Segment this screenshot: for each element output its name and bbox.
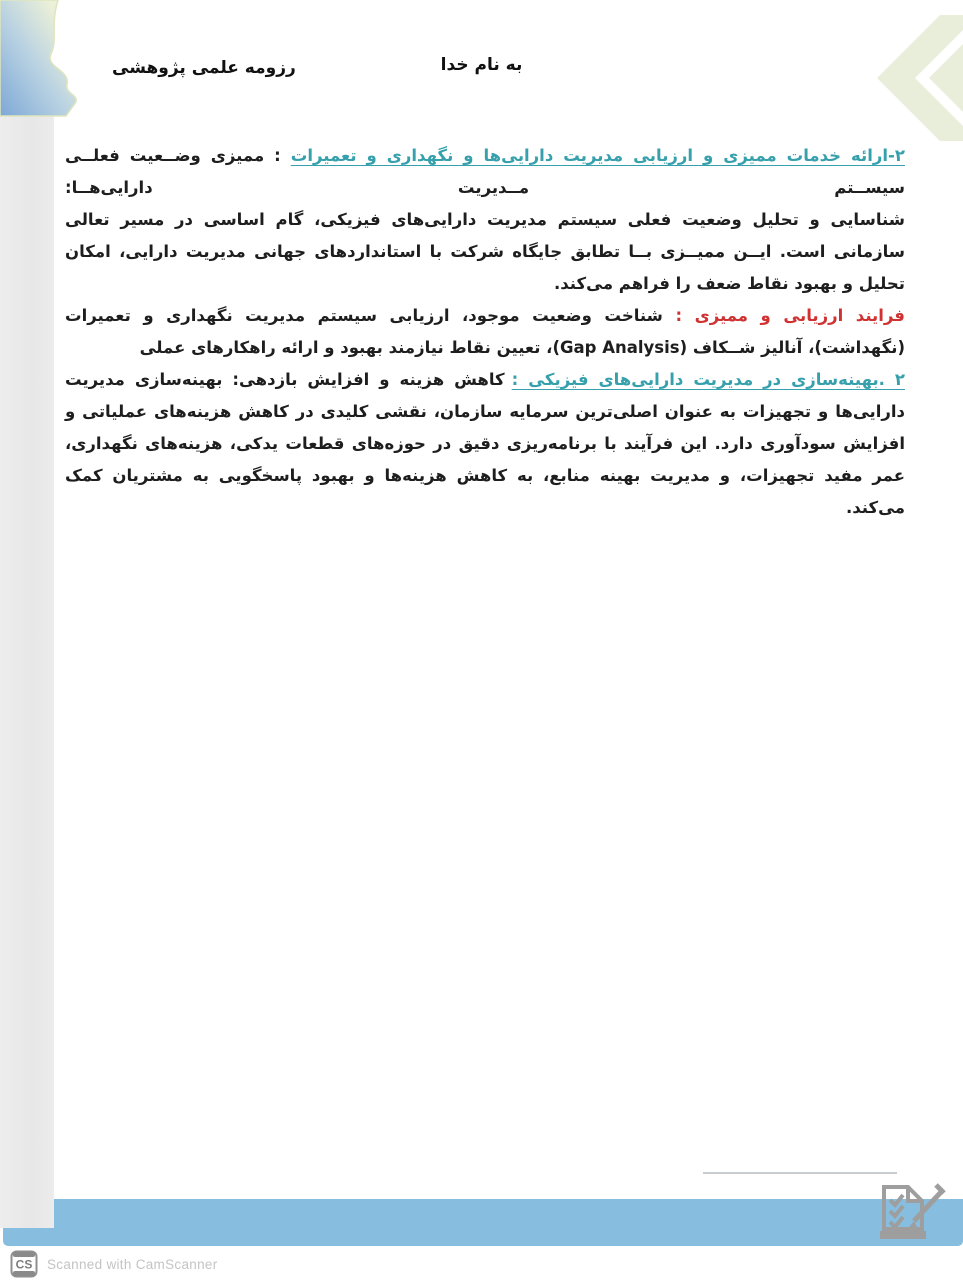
section-2-body: کاهش هزینه و افزایش بازدهی: بهینه‌سازی مدیریت دارایی‌ها و تجهیزات به عنوان اصلی‌ترین سرمایه سازمان، نقشی کلیدی در کاهش هزینه‌های عملیاتی و افزایش سودآوری دارد. این فرآیند با برنامه‌ریزی دقیق در حوزه‌های قطعات یدکی، هزینه‌های نگهداری، عمر مفید تجهیزات، و مدیریت بهینه منابع، به کاهش هزینه‌ها و بهبود پاسخگویی به مشتریان کمک می‌کند.	[65, 370, 905, 517]
document-body	[65, 140, 905, 524]
scan-edge-strip	[0, 95, 54, 1228]
double-chevron-left-icon	[845, 15, 963, 145]
process-body: شناخت وضعیت موجود، ارزیابی سیستم مدیریت نگهداری و تعمیرات (نگهداشت)، آنالیز شــکاف (Gap Analysis)، تعیین نقاط نیازمند بهبود و ارائه راهکارهای عملی	[65, 306, 905, 357]
checklist-pencil-icon	[876, 1177, 950, 1247]
process-paragraph	[65, 300, 905, 364]
scan-artifact-line	[703, 1172, 897, 1174]
page-title: رزومه علمی پژوهشی	[112, 58, 296, 78]
section-2-heading: ۲ .بهینه‌سازی در مدیریت دارایی‌های فیزیکی :	[511, 370, 905, 389]
section-2-paragraph	[65, 364, 905, 524]
section-1-body: شناسایی و تحلیل وضعیت فعلی سیستم مدیریت دارایی‌های فیزیکی، گام اساسی در مسیر تعالی سازمانی است. ایــن ممیــزی بــا تطابق جایگاه شرکت با استانداردهای جهانی مدیریت دارایی، امکان تحلیل و بهبود نقاط ضعف را فراهم می‌کند.	[65, 210, 905, 293]
bismillah-heading: به نام خدا	[440, 55, 523, 75]
camscanner-watermark-text: Scanned with CamScanner	[47, 1257, 218, 1272]
camscanner-logo	[10, 1250, 38, 1278]
process-label: فرایند ارزیابی و ممیزی :	[675, 306, 905, 325]
section-1-heading: ۲-ارائه خدمات ممیزی و ارزیابی مدیریت دارایی‌ها و نگهداری و تعمیرات	[290, 146, 905, 165]
camscanner-logo-text: CS	[15, 1257, 33, 1272]
section-1-heading-line	[65, 140, 905, 204]
footer-color-bar	[3, 1199, 963, 1246]
section-1-lead: ممیزی وضــعیت فعلــی سیســتم مــدیریت دارایی‌هــا:	[65, 146, 905, 197]
section-1-separator: :	[264, 146, 291, 165]
